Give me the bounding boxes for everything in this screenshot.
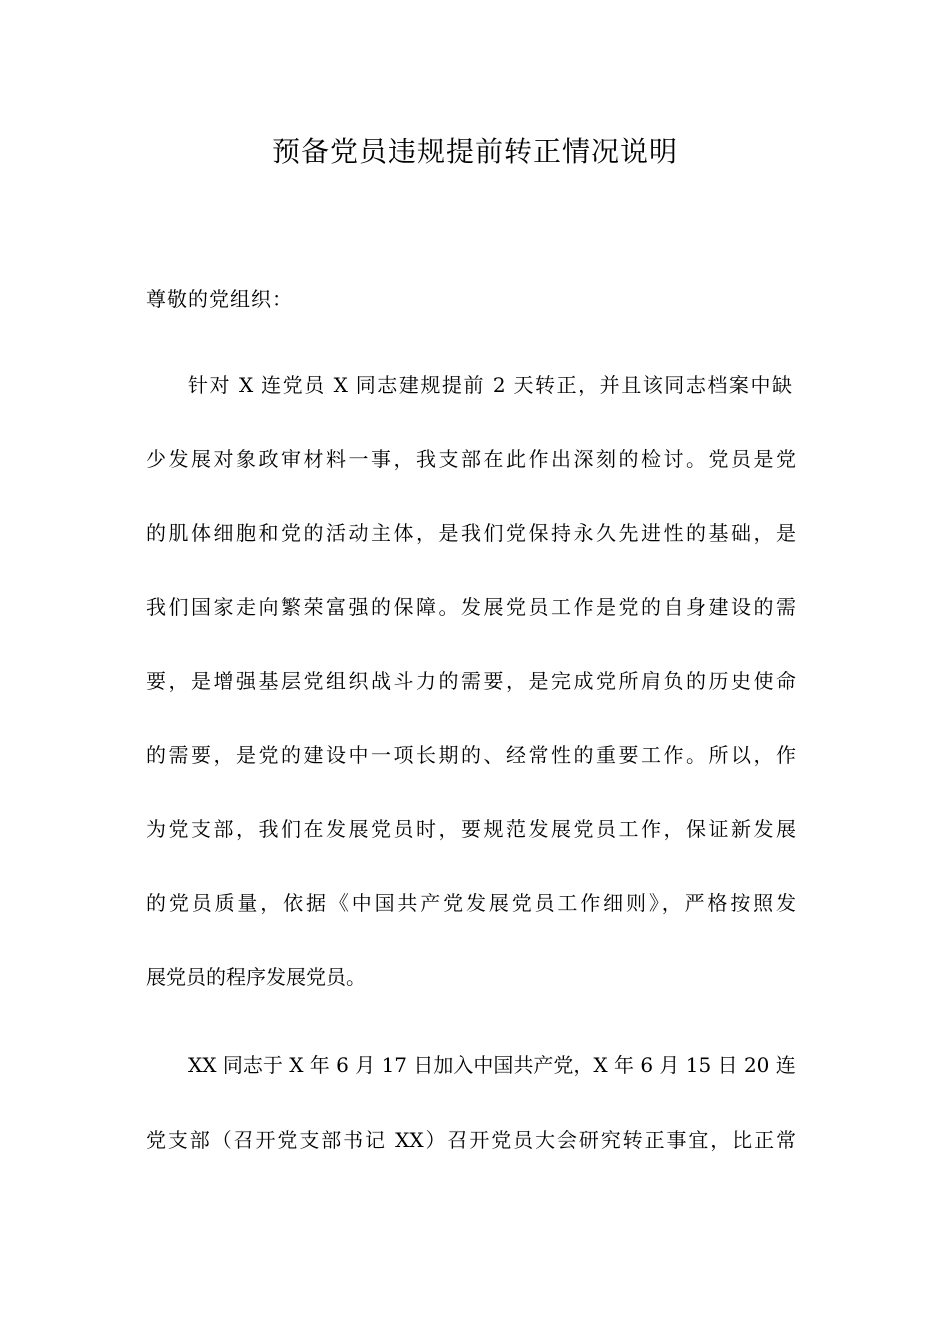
paragraph-1-line-5: 要，是增强基层党组织战斗力的需要，是完成党所肩负的历史使命 xyxy=(146,669,796,693)
paragraph-2-line-1: XX 同志于 X 年 6 月 17 日加入中国共产党，X 年 6 月 15 日 20 连 xyxy=(188,1053,796,1077)
paragraph-1-line-2: 少发展对象政审材料一事，我支部在此作出深刻的检讨。党员是党 xyxy=(146,447,796,471)
paragraph-2-line-2: 党支部（召开党支部书记 XX）召开党员大会研究转正事宜，比正常 xyxy=(146,1128,796,1152)
paragraph-1-line-9: 展党员的程序发展党员。 xyxy=(146,965,366,989)
document-title: 预备党员违规提前转正情况说明 xyxy=(271,135,678,168)
paragraph-1-line-8: 的党员质量，依据《中国共产党发展党员工作细则》，严格按照发 xyxy=(146,891,796,915)
paragraph-1-line-3: 的肌体细胞和党的活动主体，是我们党保持永久先进性的基础，是 xyxy=(146,521,796,545)
paragraph-1-line-6: 的需要，是党的建设中一项长期的、经常性的重要工作。所以，作 xyxy=(146,743,796,767)
paragraph-1-line-4: 我们国家走向繁荣富强的保障。发展党员工作是党的自身建设的需 xyxy=(146,595,796,619)
salutation: 尊敬的党组织： xyxy=(146,287,293,311)
paragraph-1-line-7: 为党支部，我们在发展党员时，要规范发展党员工作，保证新发展 xyxy=(146,817,796,841)
paragraph-1-line-1: 针对 X 连党员 X 同志建规提前 2 天转正，并且该同志档案中缺 xyxy=(188,373,792,397)
